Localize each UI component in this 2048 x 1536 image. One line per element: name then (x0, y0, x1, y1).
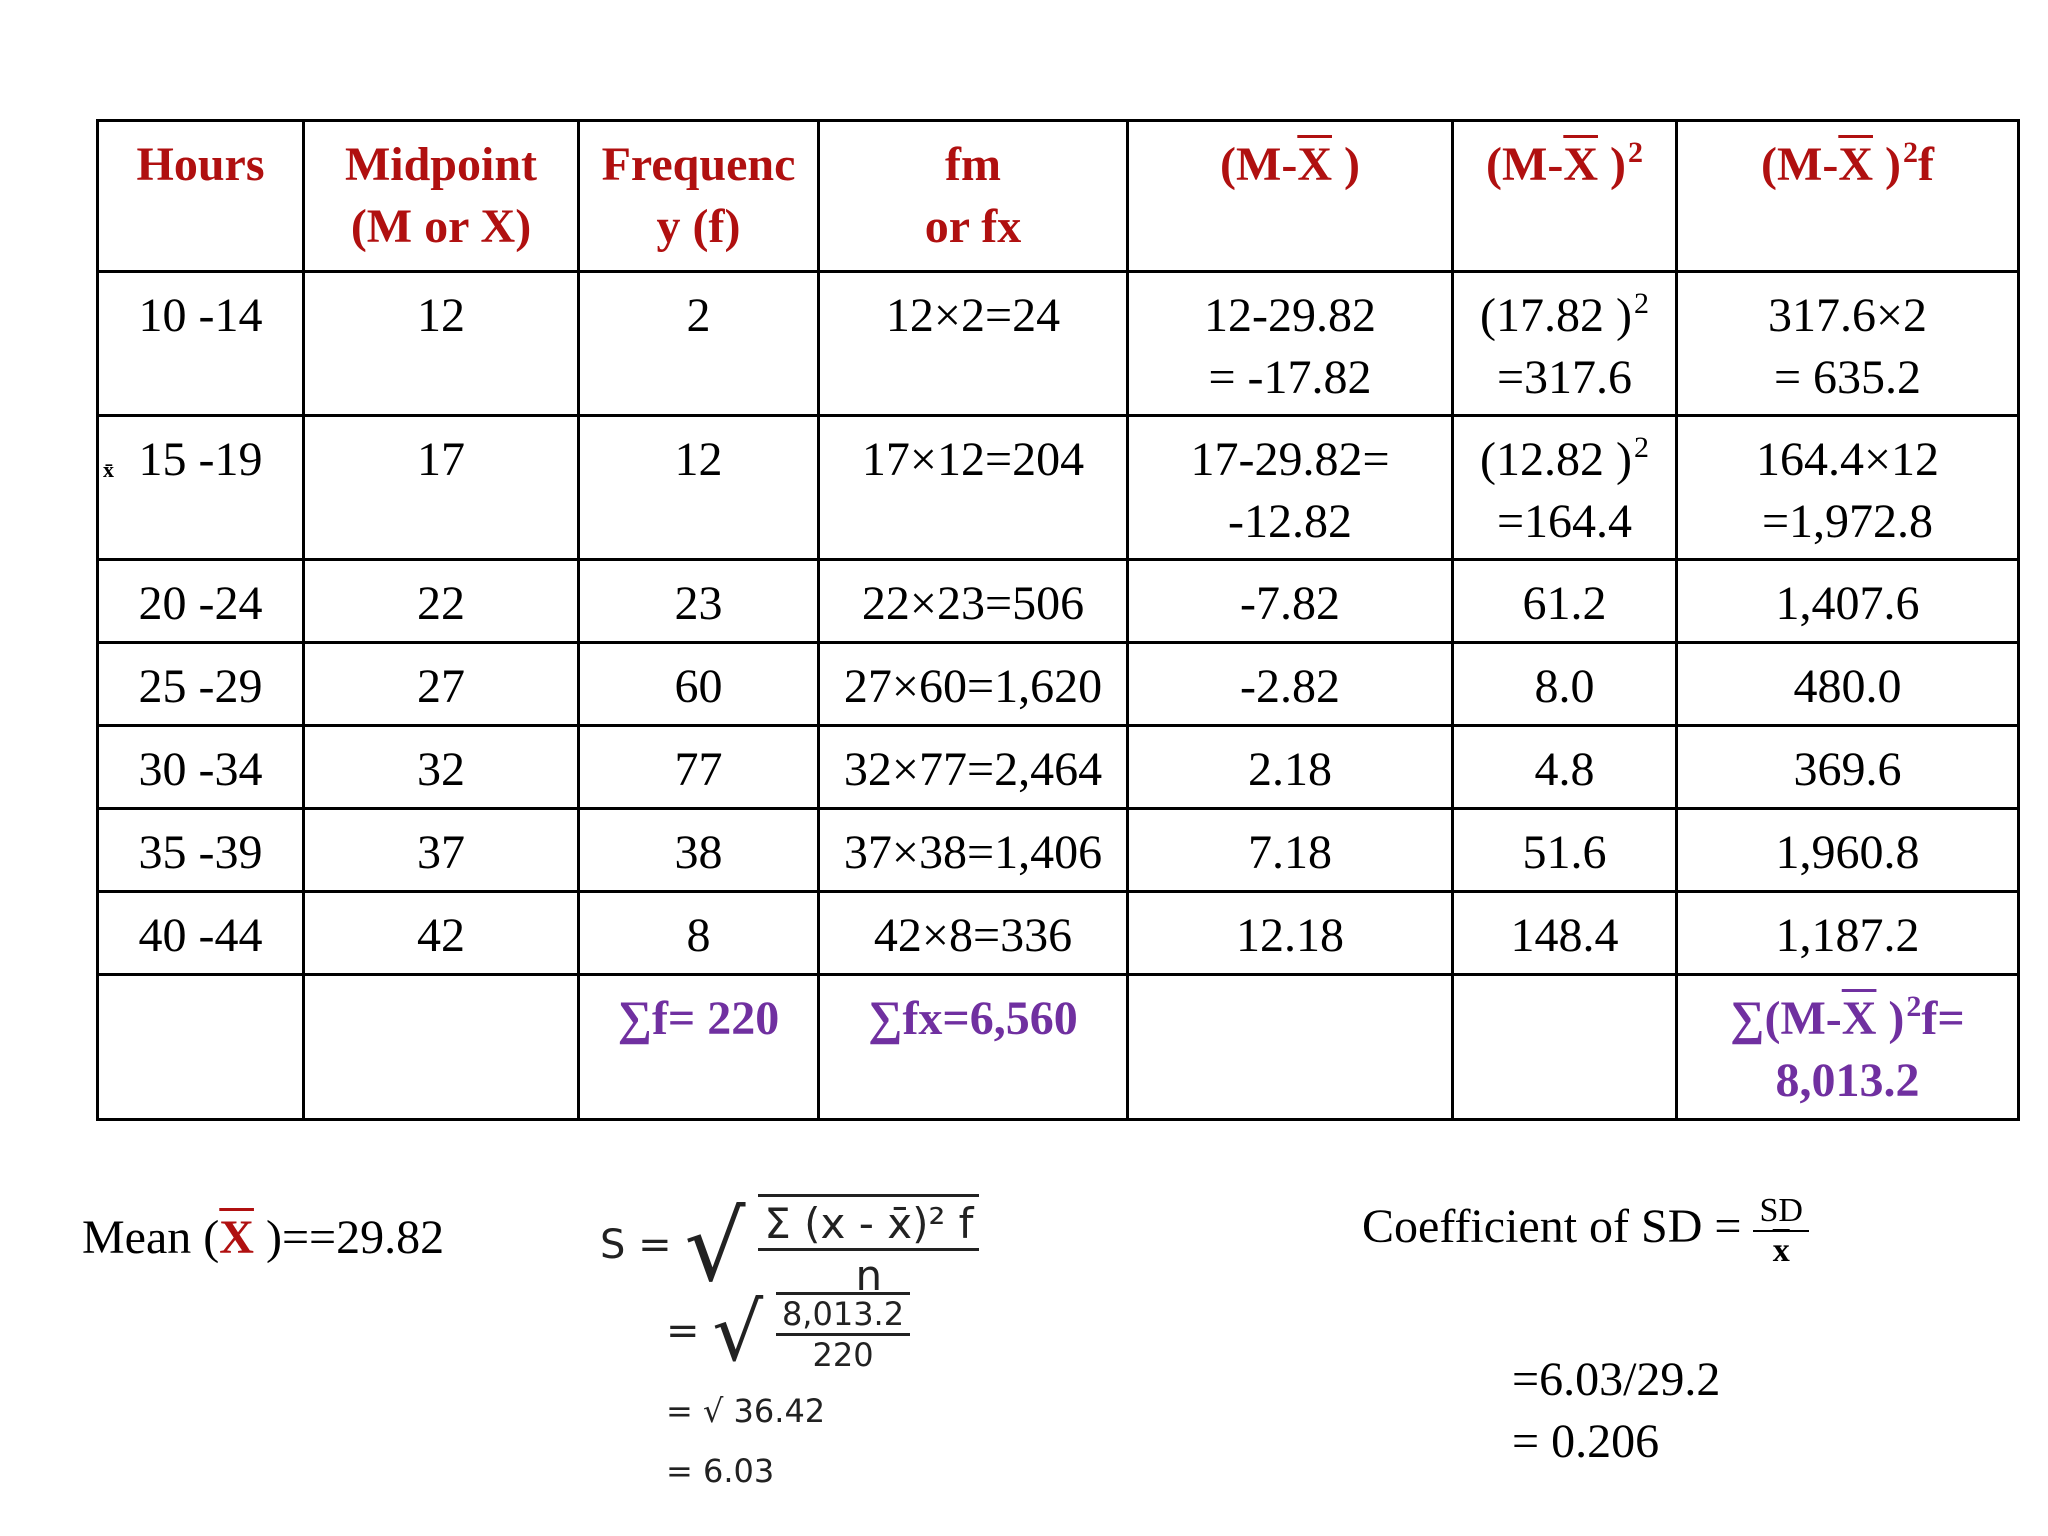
cell-deviation-squared: 148.4 (1453, 892, 1677, 975)
header-deviation-squared: ($M-\overline{X}$ )$^2$ (1453, 121, 1677, 272)
frequency-distribution-table (96, 119, 2020, 1121)
cell-deviation-squared-f: 164.4×12 =1,972.8 (1677, 416, 2019, 560)
total-fx: ∑fx=6,560 (819, 975, 1128, 1120)
cell-empty (304, 975, 579, 1120)
header-fm: fm or fx (819, 121, 1128, 272)
cell-frequency: 8 (579, 892, 819, 975)
sd-numerator: Σ (x - x̄)² f (758, 1199, 979, 1251)
table-totals-row (98, 975, 2019, 1120)
cell-midpoint: 42 (304, 892, 579, 975)
table-row (98, 272, 2019, 416)
coef-result: = 0.206 (1512, 1415, 1660, 1468)
coef-numerator: SD (1753, 1192, 1808, 1232)
cell-deviation-squared-f: 1,187.2 (1677, 892, 2019, 975)
cell-midpoint: 37 (304, 809, 579, 892)
cell-deviation-squared-f: 480.0 (1677, 643, 2019, 726)
cell-midpoint: 32 (304, 726, 579, 809)
cell-fx: 17×12=204 (819, 416, 1128, 560)
cell-deviation-squared: 8.0 (1453, 643, 1677, 726)
sqrt-icon: √ (712, 1286, 764, 1379)
header-hours: Hours (98, 121, 304, 272)
cell-frequency: 77 (579, 726, 819, 809)
cell-frequency: 12 (579, 416, 819, 560)
cell-deviation: 12.18 (1128, 892, 1453, 975)
table-row (98, 809, 2019, 892)
cell-midpoint: 12 (304, 272, 579, 416)
cell-fx: 42×8=336 (819, 892, 1128, 975)
cell-frequency: 2 (579, 272, 819, 416)
cell-hours: 35 -39 (98, 809, 304, 892)
coef-denominator: x (1772, 1232, 1790, 1269)
cell-fx: 27×60=1,620 (819, 643, 1128, 726)
cell-deviation: 2.18 (1128, 726, 1453, 809)
cell-deviation-squared: 4.8 (1453, 726, 1677, 809)
header-midpoint: Midpoint (M or X) (304, 121, 579, 272)
cell-fx: 32×77=2,464 (819, 726, 1128, 809)
total-frequency: ∑f= 220 (579, 975, 819, 1120)
cell-empty (1128, 975, 1453, 1120)
cell-midpoint: 27 (304, 643, 579, 726)
cell-hours: 40 -44 (98, 892, 304, 975)
cell-empty (1453, 975, 1677, 1120)
header-deviation: ($M-\overline{X}$ ) (1128, 121, 1453, 272)
sd-result: = 6.03 (666, 1452, 775, 1490)
cell-frequency: 38 (579, 809, 819, 892)
sd-step2-numerator: 8,013.2 (776, 1295, 910, 1336)
total-deviation-squared-f: $\sum(M-\overline{X}$ )$^2$f= 8,013.2 (1677, 975, 2019, 1120)
table-row (98, 416, 2019, 560)
coefficient-sd: Coefficient of SD = $\frac{SD}{x}$ (1362, 1192, 1809, 1270)
cell-hours: 20 -24 (98, 560, 304, 643)
sd-step3: = √ 36.42 (666, 1392, 826, 1430)
cell-deviation-squared: (12.82 )$^2$ =164.4 (1453, 416, 1677, 560)
sd-symbol: S = (600, 1222, 672, 1268)
cell-hours: 30 -34 (98, 726, 304, 809)
sd-denominator: n (855, 1251, 883, 1300)
cell-deviation-squared-f: 369.6 (1677, 726, 2019, 809)
cell-frequency: 60 (579, 643, 819, 726)
cell-deviation: 17-29.82= -12.82 (1128, 416, 1453, 560)
coef-calc: =6.03/29.2 (1512, 1353, 1721, 1406)
cell-hours: x̄ 15 -19 (98, 416, 304, 560)
cell-midpoint: 17 (304, 416, 579, 560)
table-row (98, 726, 2019, 809)
cell-midpoint: 22 (304, 560, 579, 643)
cell-hours: 25 -29 (98, 643, 304, 726)
cell-deviation-squared: (17.82 )$^2$ =317.6 (1453, 272, 1677, 416)
table-row (98, 643, 2019, 726)
sd-step2-denominator: 220 (812, 1336, 874, 1374)
sqrt-icon: √ (684, 1191, 746, 1303)
cell-deviation-squared: 61.2 (1453, 560, 1677, 643)
cell-deviation-squared-f: 1,407.6 (1677, 560, 2019, 643)
cell-deviation: -7.82 (1128, 560, 1453, 643)
cell-deviation: -2.82 (1128, 643, 1453, 726)
cell-deviation: 12-29.82 = -17.82 (1128, 272, 1453, 416)
cell-deviation-squared: 51.6 (1453, 809, 1677, 892)
sd-formula: S = √ $\frac{\text{Σ (x - x̄)² f}}{n}$ = √ $\frac{8,013.2}{220}$ = √ 36.42 = 6.03 (600, 1160, 1200, 1500)
cell-deviation-squared-f: 317.6×2 = 635.2 (1677, 272, 2019, 416)
cell-frequency: 23 (579, 560, 819, 643)
cell-hours: 10 -14 (98, 272, 304, 416)
cell-deviation-squared-f: 1,960.8 (1677, 809, 2019, 892)
table-row (98, 892, 2019, 975)
header-frequency: Frequenc y (f) (579, 121, 819, 272)
table-row (98, 560, 2019, 643)
cell-empty (98, 975, 304, 1120)
cell-fx: 37×38=1,406 (819, 809, 1128, 892)
table-header-row (98, 121, 2019, 272)
row-marker-xbar: x̄ (103, 457, 114, 482)
mean-label: Mean ($\overline{X}$ )==29.82 (82, 1211, 445, 1264)
cell-fx: 12×2=24 (819, 272, 1128, 416)
header-deviation-squared-f: ($M-\overline{X}$ )$^2$f (1677, 121, 2019, 272)
cell-fx: 22×23=506 (819, 560, 1128, 643)
cell-deviation: 7.18 (1128, 809, 1453, 892)
